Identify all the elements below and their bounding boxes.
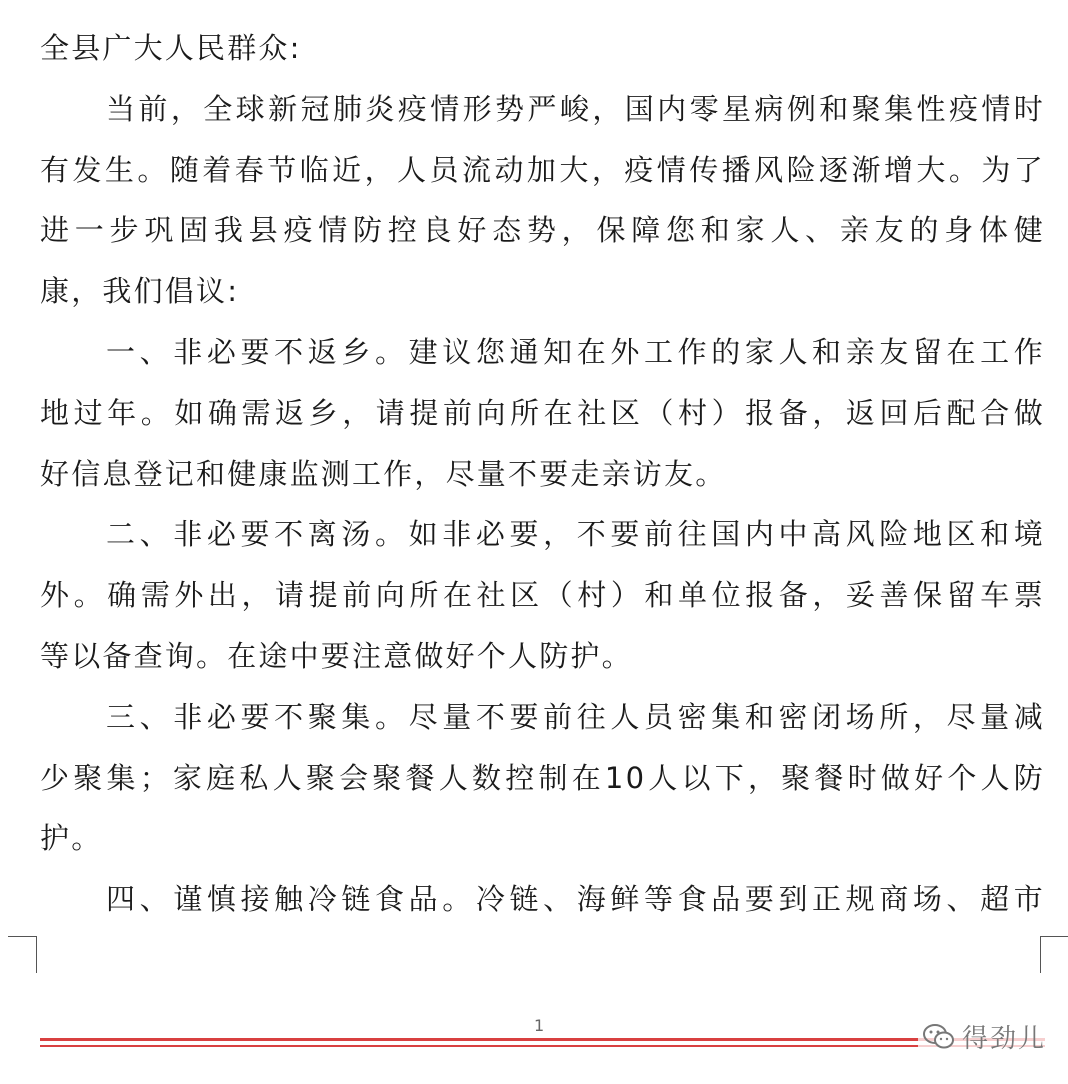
footer-rule-thin (40, 1045, 1045, 1047)
wechat-official-account-icon (922, 1022, 956, 1052)
paragraph-line: 护。 (40, 821, 103, 856)
salutation: 全县广大人民群众: (40, 31, 302, 65)
document-body (40, 18, 1045, 930)
paragraph-line: 好信息登记和健康监测工作，尽量不要走亲访友。 (40, 456, 727, 491)
watermark (918, 1018, 1050, 1055)
paragraph-line: 少聚集；家庭私人聚会聚餐人数控制在10人以下，聚餐时做好个人防 (40, 760, 1045, 795)
paragraph-line: 外。确需外出，请提前向所在社区（村）和单位报备，妥善保留车票 (40, 578, 1045, 613)
crop-mark-right (1040, 936, 1068, 973)
paragraph-line: 地过年。如确需返乡，请提前向所在社区（村）报备，返回后配合做 (40, 395, 1045, 430)
paragraph-line: 有发生。随着春节临近，人员流动加大，疫情传播风险逐渐增大。为了 (40, 152, 1045, 187)
paragraph-line: 等以备查询。在途中要注意做好个人防护。 (40, 638, 633, 673)
paragraph-line: 一、非必要不返乡。建议您通知在外工作的家人和亲友留在工作 (106, 334, 1045, 369)
footer-rule-thick (40, 1038, 1045, 1041)
paragraph-line: 进一步巩固我县疫情防控良好态势，保障您和家人、亲友的身体健 (40, 213, 1045, 248)
paragraph-line: 四、谨慎接触冷链食品。冷链、海鲜等食品要到正规商场、超市 (106, 882, 1045, 917)
paragraph-line: 二、非必要不离汤。如非必要，不要前往国内中高风险地区和境 (106, 517, 1045, 552)
paragraph-line: 康，我们倡议: (40, 274, 240, 309)
watermark-text: 得劲儿 (962, 1024, 1047, 1054)
paragraph-line: 当前，全球新冠肺炎疫情形势严峻，国内零星病例和聚集性疫情时 (106, 91, 1045, 126)
crop-mark-left (8, 936, 37, 973)
page-number: 1 (534, 1016, 545, 1035)
paragraph-line: 三、非必要不聚集。尽量不要前往人员密集和密闭场所，尽量减 (106, 699, 1045, 734)
